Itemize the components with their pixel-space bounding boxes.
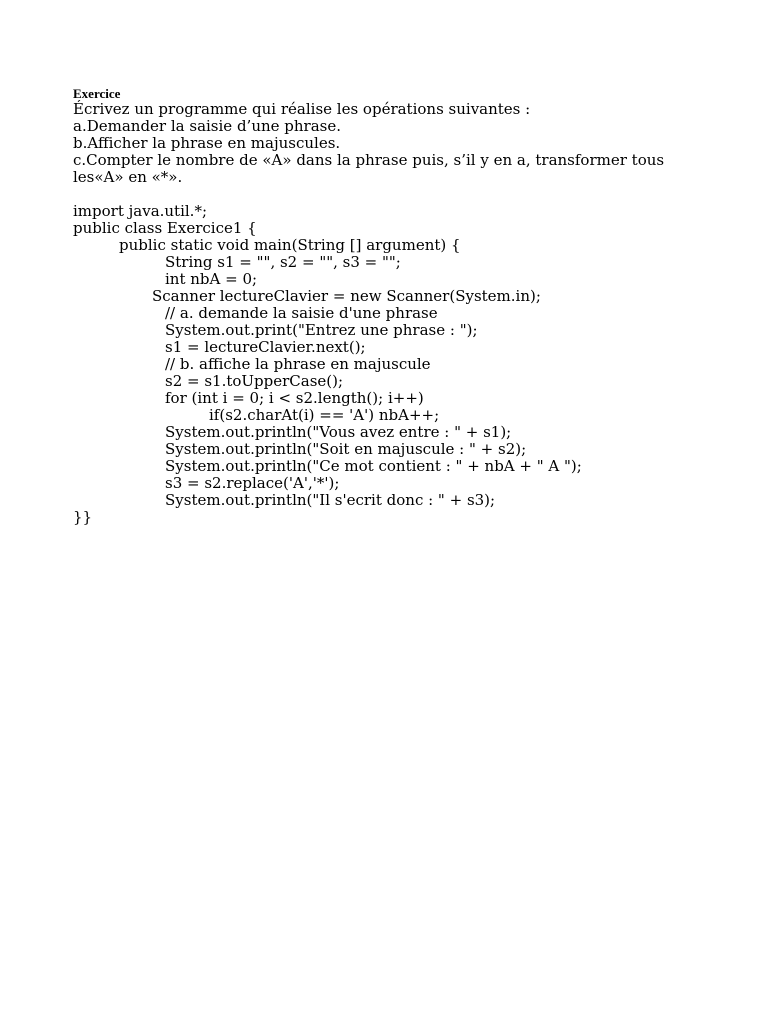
code-line: System.out.print("Entrez une phrase : "); <box>165 321 478 339</box>
exercise-intro: Écrivez un programme qui réalise les opérations suivantes : <box>73 100 531 118</box>
code-line: System.out.println("Soit en majuscule : " + s2); <box>165 440 527 458</box>
code-line: int nbA = 0; <box>165 270 258 288</box>
exercise-item-c-continued: les«A» en «*». <box>73 168 183 186</box>
exercise-item-a: a.Demander la saisie d’une phrase. <box>73 117 342 135</box>
code-line: Scanner lectureClavier = new Scanner(System.in); <box>152 287 541 305</box>
code-line: import java.util.*; <box>73 202 208 220</box>
code-comment-line: // b. affiche la phrase en majuscule <box>165 355 431 373</box>
code-comment-line: // a. demande la saisie d'une phrase <box>165 304 438 322</box>
exercise-item-c: c.Compter le nombre de «A» dans la phrase puis, s’il y en a, transformer tous <box>73 151 665 169</box>
code-line: }} <box>73 508 93 526</box>
code-line: s1 = lectureClavier.next(); <box>165 338 366 356</box>
code-line: System.out.println("Vous avez entre : " + s1); <box>165 423 512 441</box>
document-content <box>73 86 733 526</box>
blank-line <box>73 186 733 203</box>
code-line: System.out.println("Ce mot contient : " + nbA + " A "); <box>165 457 582 475</box>
code-line: public static void main(String [] argument) { <box>119 236 461 254</box>
code-line: if(s2.charAt(i) == 'A') nbA++; <box>209 406 440 424</box>
code-line: String s1 = "", s2 = "", s3 = ""; <box>165 253 401 271</box>
code-line: s2 = s1.toUpperCase(); <box>165 372 344 390</box>
code-line: System.out.println("Il s'ecrit donc : " + s3); <box>165 491 496 509</box>
code-line: s3 = s2.replace('A','*'); <box>165 474 340 492</box>
code-line: for (int i = 0; i < s2.length(); i++) <box>165 389 424 407</box>
exercise-title: Exercice <box>73 86 121 101</box>
exercise-item-b: b.Afficher la phrase en majuscules. <box>73 134 341 152</box>
code-line: public class Exercice1 { <box>73 219 257 237</box>
